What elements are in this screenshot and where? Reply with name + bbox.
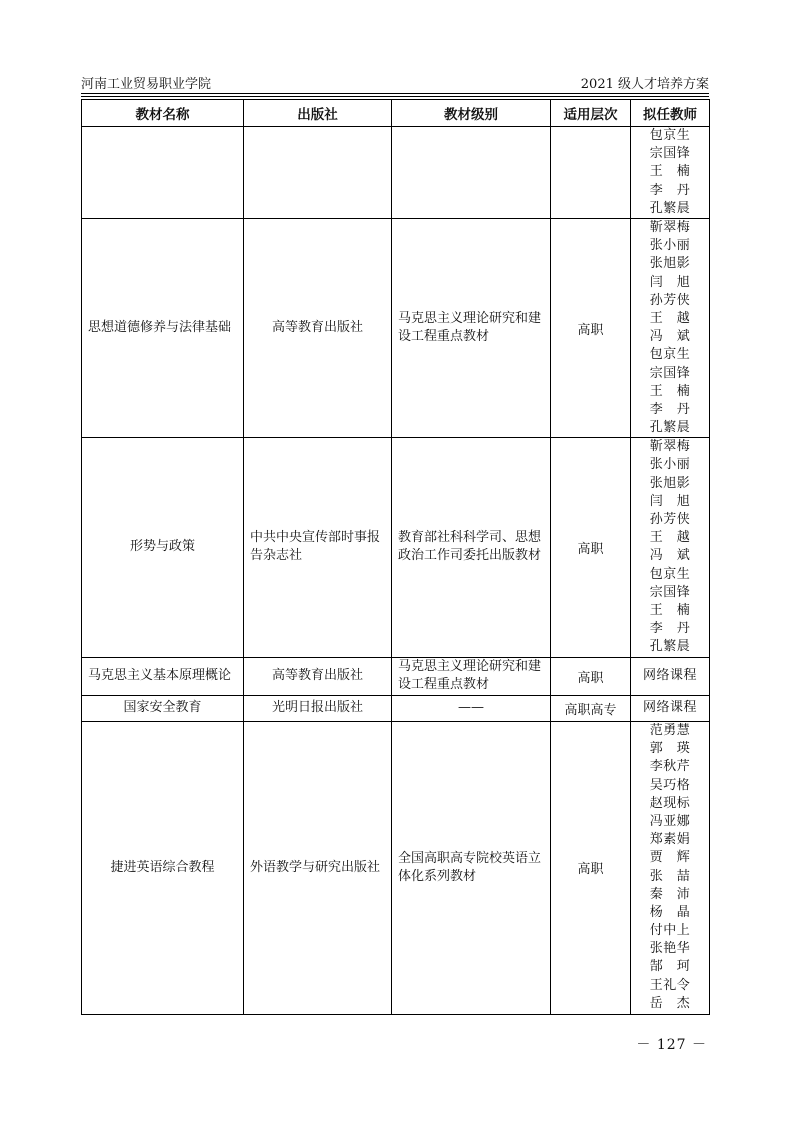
publisher-cell: [244, 127, 392, 219]
teacher-name: 范勇慧: [649, 723, 691, 738]
teacher-name: 张旭影: [649, 475, 691, 491]
teacher-name: 秦 沛: [649, 886, 691, 902]
teacher-name: 包京生: [649, 566, 691, 582]
teacher-name: 孙芳侠: [649, 512, 691, 527]
teacher-name: 岳 杰: [649, 995, 691, 1011]
page-number: － 127 －: [636, 1037, 707, 1053]
teacher-name: 李 丹: [649, 621, 691, 637]
teacher-name: 王 越: [649, 530, 691, 546]
teacher-name: 王 楠: [649, 383, 691, 399]
level-cell: ——: [392, 695, 551, 721]
textbook-table: [81, 99, 710, 1015]
table-row: [82, 438, 710, 657]
table-row: [82, 657, 710, 695]
teacher-name: 郑素娟: [649, 832, 691, 848]
publisher-cell: 外语教学与研究出版社: [244, 721, 392, 1014]
table-row: [82, 219, 710, 438]
teachers-cell: [631, 127, 710, 219]
teacher-name: 张小丽: [649, 457, 691, 473]
level-cell: [392, 127, 551, 219]
column-header-teachers: 拟任教师: [631, 100, 710, 127]
teacher-name: 网络课程: [642, 667, 697, 683]
header-plan-title: 2021 级人才培养方案: [580, 77, 709, 92]
teacher-name: 付中上: [649, 923, 691, 939]
table-row: [82, 721, 710, 1014]
textbook-name-cell: [82, 127, 244, 219]
teachers-cell: [631, 695, 710, 721]
teacher-name: 李 丹: [649, 182, 691, 198]
teacher-name: 靳翠梅: [649, 220, 691, 235]
header-rule-thin: [81, 96, 709, 97]
teacher-name: 靳翠梅: [649, 439, 691, 455]
textbook-name-cell: 形势与政策: [82, 438, 244, 657]
teacher-name: 冯亚娜: [649, 813, 691, 829]
teacher-name: 孔繁晨: [649, 420, 691, 436]
header-rule-thick: [81, 93, 709, 94]
table-header-row: [82, 100, 710, 127]
teachers-cell: [631, 219, 710, 438]
teacher-name: 孔繁晨: [649, 639, 691, 655]
publisher-cell: 光明日报出版社: [244, 695, 392, 721]
page-header: [81, 72, 709, 92]
teacher-name: 冯 斌: [649, 548, 691, 564]
level-cell: 全国高职高专院校英语立体化系列教材: [392, 721, 551, 1014]
scope-cell: 高职: [551, 721, 631, 1014]
scope-cell: [551, 127, 631, 219]
teacher-name: 网络课程: [642, 699, 697, 715]
teacher-name: 孔繁晨: [649, 200, 691, 216]
teacher-name: 吴巧格: [649, 777, 691, 793]
teacher-name: 贾 辉: [649, 850, 691, 866]
teacher-name: 张小丽: [649, 238, 691, 254]
teacher-name: 宗国锋: [649, 146, 691, 162]
table-row: [82, 695, 710, 721]
teachers-cell: [631, 438, 710, 657]
column-header-applicable-level: 适用层次: [551, 100, 631, 127]
level-cell: 教育部社科科学司、思想政治工作司委托出版教材: [392, 438, 551, 657]
level-cell: 马克思主义理论研究和建设工程重点教材: [392, 219, 551, 438]
publisher-cell: 中共中央宣传部时事报告杂志社: [244, 438, 392, 657]
textbook-name-cell: 捷进英语综合教程: [82, 721, 244, 1014]
header-school-name: 河南工业贸易职业学院: [81, 77, 212, 92]
teacher-name: 包京生: [649, 347, 691, 363]
teacher-name: 张艳华: [649, 941, 691, 957]
teacher-name: 冯 斌: [649, 329, 691, 345]
teacher-name: 王 楠: [649, 164, 691, 180]
teacher-name: 李 丹: [649, 401, 691, 417]
teacher-name: 张旭影: [649, 256, 691, 272]
textbook-name-cell: 思想道德修养与法律基础: [82, 219, 244, 438]
table-row: [82, 127, 710, 219]
teacher-name: 闫 旭: [649, 274, 691, 290]
level-cell: 马克思主义理论研究和建设工程重点教材: [392, 657, 551, 695]
teacher-name: 王 越: [649, 310, 691, 326]
teacher-name: 闫 旭: [649, 493, 691, 509]
column-header-textbook-level: 教材级别: [392, 100, 551, 127]
textbook-name-cell: 马克思主义基本原理概论: [82, 657, 244, 695]
teacher-name: 郜 珂: [649, 959, 691, 975]
teacher-name: 张 喆: [649, 868, 691, 884]
scope-cell: 高职: [551, 219, 631, 438]
column-header-publisher: 出版社: [244, 100, 392, 127]
teachers-cell: [631, 721, 710, 1014]
column-header-textbook-name: 教材名称: [82, 100, 244, 127]
publisher-cell: 高等教育出版社: [244, 219, 392, 438]
teacher-name: 宗国锋: [649, 365, 691, 381]
teacher-name: 杨 晶: [649, 904, 691, 920]
teacher-name: 赵现标: [649, 795, 691, 811]
teacher-name: 王礼令: [649, 977, 691, 993]
teacher-name: 包京生: [649, 128, 691, 144]
teacher-name: 郭 瑛: [649, 741, 691, 757]
teacher-name: 李秋芹: [649, 759, 691, 775]
scope-cell: 高职: [551, 438, 631, 657]
scope-cell: 高职高专: [551, 695, 631, 721]
scope-cell: 高职: [551, 657, 631, 695]
teachers-cell: [631, 657, 710, 695]
textbook-name-cell: 国家安全教育: [82, 695, 244, 721]
publisher-cell: 高等教育出版社: [244, 657, 392, 695]
teacher-name: 宗国锋: [649, 584, 691, 600]
teacher-name: 孙芳侠: [649, 292, 691, 308]
teacher-name: 王 楠: [649, 602, 691, 618]
